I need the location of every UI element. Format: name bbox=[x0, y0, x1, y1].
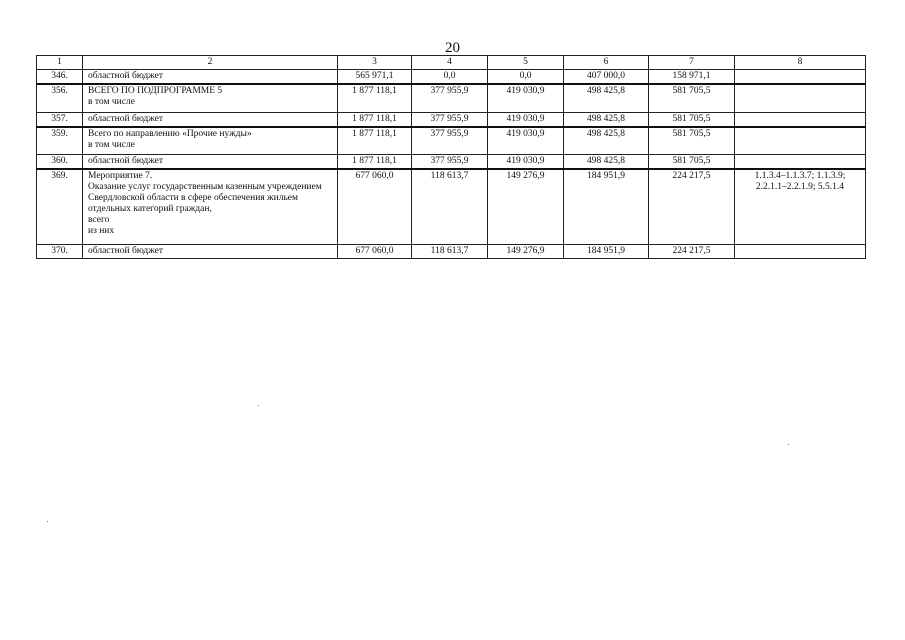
table-row bbox=[37, 70, 866, 85]
cell-value: 419 030,9 bbox=[488, 127, 564, 155]
cell-value: 419 030,9 bbox=[488, 155, 564, 170]
cell-value: 498 425,8 bbox=[564, 155, 649, 170]
column-header: 2 bbox=[83, 56, 338, 70]
cell-value: 419 030,9 bbox=[488, 112, 564, 127]
row-number: 346. bbox=[37, 70, 83, 85]
cell-value: 419 030,9 bbox=[488, 84, 564, 112]
cell-value: 377 955,9 bbox=[412, 84, 488, 112]
column-header: 4 bbox=[412, 56, 488, 70]
table-header-row bbox=[37, 56, 866, 70]
cell-value: 498 425,8 bbox=[564, 112, 649, 127]
cell-value: 118 613,7 bbox=[412, 169, 488, 244]
row-number: 356. bbox=[37, 84, 83, 112]
table-row bbox=[37, 127, 866, 155]
cell-reference bbox=[735, 70, 866, 85]
cell-value: 224 217,5 bbox=[649, 244, 735, 258]
row-name: областной бюджет bbox=[83, 155, 338, 170]
table-row bbox=[37, 155, 866, 170]
cell-reference bbox=[735, 84, 866, 112]
cell-value: 0,0 bbox=[488, 70, 564, 85]
cell-value: 581 705,5 bbox=[649, 112, 735, 127]
cell-value: 1 877 118,1 bbox=[338, 84, 412, 112]
cell-value: 184 951,9 bbox=[564, 244, 649, 258]
table-row bbox=[37, 244, 866, 258]
budget-table bbox=[36, 55, 866, 259]
column-header: 8 bbox=[735, 56, 866, 70]
page-number: 20 bbox=[445, 40, 460, 56]
row-name: Всего по направлению «Прочие нужды» в том числе bbox=[83, 127, 338, 155]
cell-value: 581 705,5 bbox=[649, 84, 735, 112]
cell-value: 581 705,5 bbox=[649, 155, 735, 170]
cell-value: 1 877 118,1 bbox=[338, 155, 412, 170]
scan-speck bbox=[788, 444, 789, 445]
cell-value: 377 955,9 bbox=[412, 112, 488, 127]
table-row bbox=[37, 169, 866, 244]
cell-value: 118 613,7 bbox=[412, 244, 488, 258]
cell-value: 498 425,8 bbox=[564, 127, 649, 155]
cell-value: 149 276,9 bbox=[488, 169, 564, 244]
cell-value: 149 276,9 bbox=[488, 244, 564, 258]
cell-reference bbox=[735, 112, 866, 127]
cell-value: 677 060,0 bbox=[338, 169, 412, 244]
row-number: 360. bbox=[37, 155, 83, 170]
cell-reference bbox=[735, 244, 866, 258]
cell-reference: 1.1.3.4–1.1.3.7; 1.1.3.9; 2.2.1.1–2.2.1.9; 5.5.1.4 bbox=[735, 169, 866, 244]
cell-value: 1 877 118,1 bbox=[338, 127, 412, 155]
row-number: 370. bbox=[37, 244, 83, 258]
cell-value: 224 217,5 bbox=[649, 169, 735, 244]
table-row bbox=[37, 112, 866, 127]
cell-value: 677 060,0 bbox=[338, 244, 412, 258]
cell-reference bbox=[735, 155, 866, 170]
row-number: 359. bbox=[37, 127, 83, 155]
column-header: 3 bbox=[338, 56, 412, 70]
cell-value: 184 951,9 bbox=[564, 169, 649, 244]
row-name: Мероприятие 7. Оказание услуг государственным казенным учреждением Свердловской области в сфере обеспечения жильем отдельных категорий граждан, всего из них bbox=[83, 169, 338, 244]
scan-speck bbox=[47, 521, 48, 522]
scan-speck bbox=[258, 405, 259, 406]
column-header: 1 bbox=[37, 56, 83, 70]
cell-value: 377 955,9 bbox=[412, 127, 488, 155]
cell-reference bbox=[735, 127, 866, 155]
row-number: 357. bbox=[37, 112, 83, 127]
cell-value: 498 425,8 bbox=[564, 84, 649, 112]
cell-value: 1 877 118,1 bbox=[338, 112, 412, 127]
row-number: 369. bbox=[37, 169, 83, 244]
row-name: областной бюджет bbox=[83, 244, 338, 258]
cell-value: 377 955,9 bbox=[412, 155, 488, 170]
row-name: областной бюджет bbox=[83, 112, 338, 127]
column-header: 5 bbox=[488, 56, 564, 70]
row-name: ВСЕГО ПО ПОДПРОГРАММЕ 5 в том числе bbox=[83, 84, 338, 112]
cell-value: 0,0 bbox=[412, 70, 488, 85]
cell-value: 565 971,1 bbox=[338, 70, 412, 85]
cell-value: 158 971,1 bbox=[649, 70, 735, 85]
column-header: 6 bbox=[564, 56, 649, 70]
table-row bbox=[37, 84, 866, 112]
column-header: 7 bbox=[649, 56, 735, 70]
row-name: областной бюджет bbox=[83, 70, 338, 85]
cell-value: 581 705,5 bbox=[649, 127, 735, 155]
cell-value: 407 000,0 bbox=[564, 70, 649, 85]
